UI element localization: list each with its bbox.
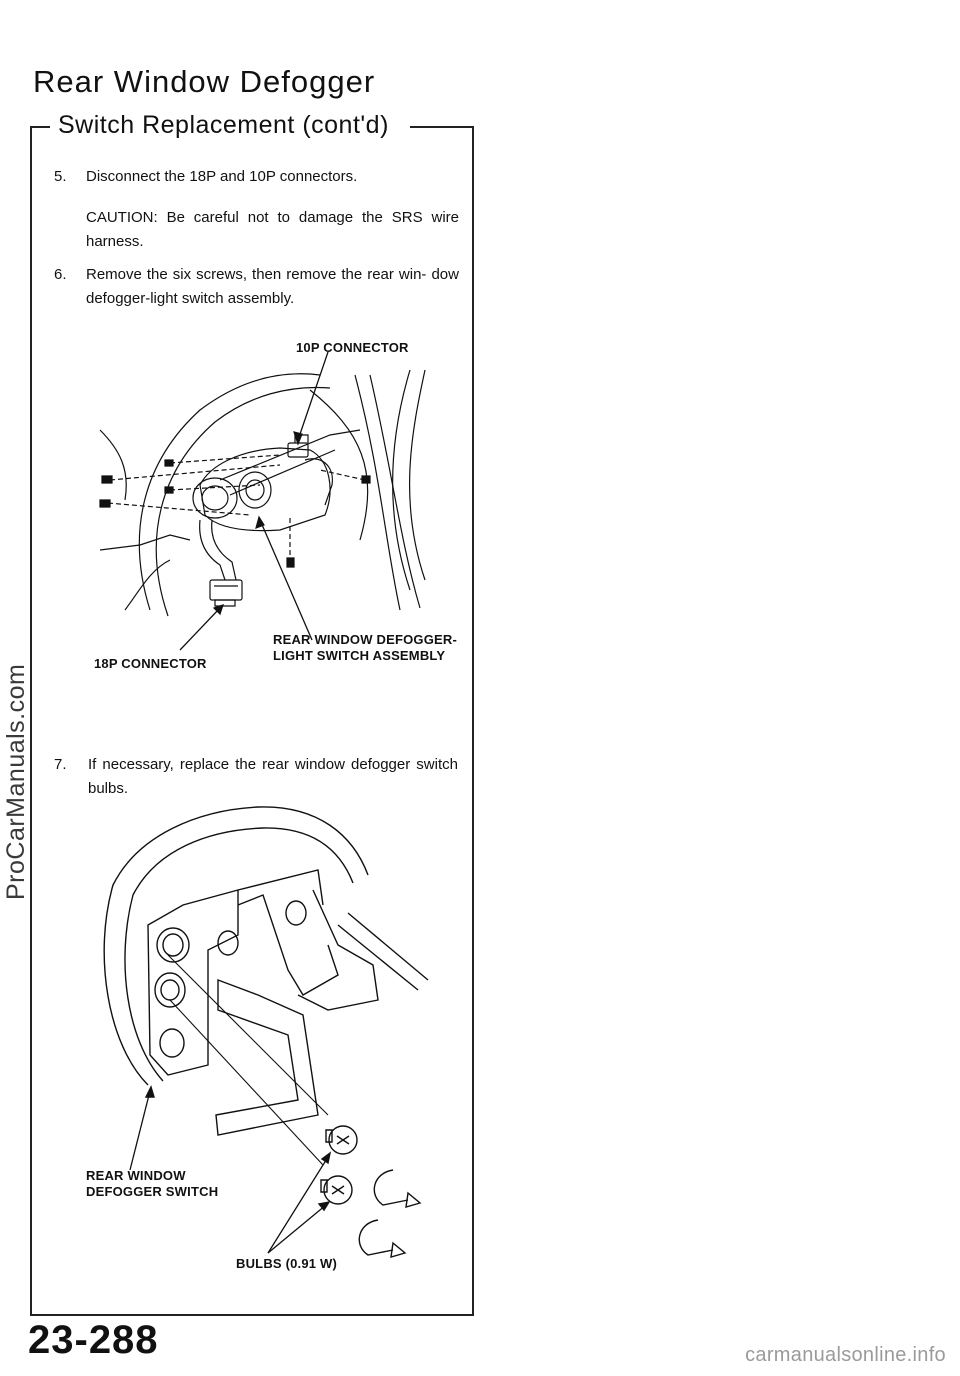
frame-top-left-rule bbox=[30, 126, 50, 128]
step-6-number: 6. bbox=[54, 266, 67, 283]
step-5-number: 5. bbox=[54, 168, 67, 185]
step-7-number: 7. bbox=[54, 756, 67, 773]
label-assembly-line1: REAR WINDOW DEFOGGER- bbox=[273, 632, 458, 647]
frame-bottom-rule bbox=[30, 1314, 474, 1316]
label-18p-connector: 18P CONNECTOR bbox=[94, 656, 207, 671]
page-title: Rear Window Defogger bbox=[33, 64, 376, 99]
dashboard-switch-illustration bbox=[80, 340, 470, 680]
label-assembly-line2: LIGHT SWITCH ASSEMBLY bbox=[273, 648, 446, 663]
watermark-text: ProCarManuals.com bbox=[2, 663, 30, 900]
label-10p-connector: 10P CONNECTOR bbox=[296, 340, 409, 355]
section-title: Switch Replacement (cont'd) bbox=[58, 111, 389, 139]
label-bulbs: BULBS (0.91 W) bbox=[236, 1256, 338, 1271]
caution-text: CAUTION: Be careful not to damage the SRS wire harness. bbox=[86, 209, 459, 250]
defogger-switch-illustration bbox=[88, 795, 468, 1275]
step-5-text: Disconnect the 18P and 10P connectors. bbox=[86, 168, 358, 185]
page-number: 23-288 bbox=[28, 1318, 159, 1362]
step-6-text: Remove the six screws, then remove the rear win- dow defogger-light switch assembly. bbox=[86, 266, 459, 307]
label-defogger-switch-line2: DEFOGGER SWITCH bbox=[86, 1184, 219, 1199]
step-7-text: If necessary, replace the rear window defogger switch bulbs. bbox=[88, 756, 458, 797]
frame-top-right-rule bbox=[410, 126, 474, 128]
footer-site-text: carmanualsonline.info bbox=[745, 1344, 946, 1366]
frame-right-rule bbox=[472, 126, 474, 1316]
label-defogger-switch-line1: REAR WINDOW bbox=[86, 1168, 186, 1183]
